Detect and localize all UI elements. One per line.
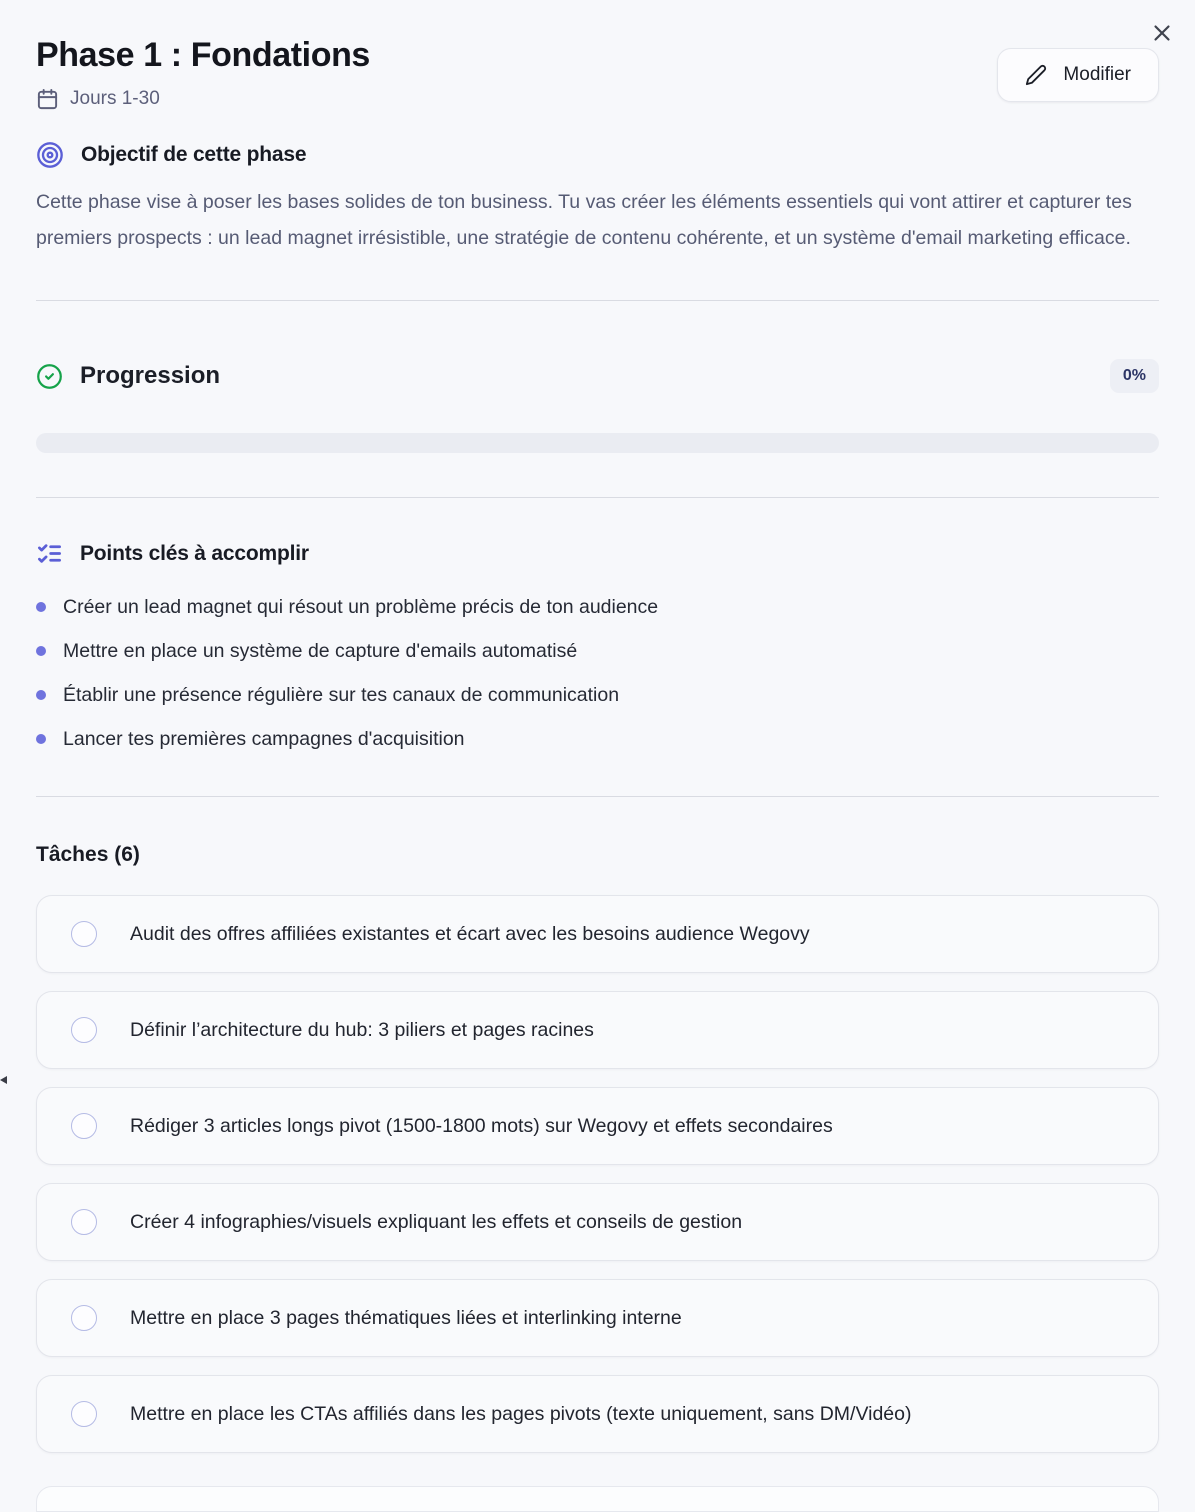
key-points-heading: Points clés à accomplir [80, 541, 309, 565]
divider [36, 796, 1159, 797]
progress-bar [36, 433, 1159, 453]
task-label: Rédiger 3 articles longs pivot (1500-1800 mots) sur Wegovy et effets secondaires [130, 1114, 833, 1137]
key-point-label: Établir une présence régulière sur tes canaux de communication [63, 683, 620, 706]
task-row[interactable] [36, 895, 1159, 973]
bullet-dot-icon [36, 690, 46, 700]
objective-text: Cette phase vise à poser les bases solides de ton business. Tu vas créer les éléments essentiels qui vont attirer et capturer tes premiers prospects : un lead magnet irrésistible, une stratégie de contenu cohérente, et un système d'email marketing efficace. [36, 190, 1132, 249]
edit-button-label: Modifier [1063, 64, 1131, 85]
objective-heading: Objectif de cette phase [81, 142, 307, 166]
next-card-peek [36, 1486, 1159, 1512]
task-checkbox[interactable] [71, 1305, 97, 1331]
edge-artifact [0, 1076, 7, 1084]
progress-percent-badge: 0% [1110, 359, 1159, 393]
task-label: Mettre en place les CTAs affiliés dans les pages pivots (texte uniquement, sans DM/Vidéo) [130, 1402, 912, 1425]
task-checkbox[interactable] [71, 1401, 97, 1427]
date-range-label: Jours 1-30 [70, 88, 160, 109]
key-point-label: Créer un lead magnet qui résout un problème précis de ton audience [63, 595, 659, 618]
task-row[interactable] [36, 991, 1159, 1069]
progression-section [36, 343, 1159, 454]
task-row[interactable] [36, 1375, 1159, 1453]
check-circle-icon [36, 363, 63, 390]
list-item [36, 594, 1159, 620]
bullet-dot-icon [36, 602, 46, 612]
pencil-icon [1025, 64, 1047, 86]
progression-heading: Progression [80, 362, 221, 390]
task-checkbox[interactable] [71, 1113, 97, 1139]
calendar-icon [36, 88, 59, 111]
panel-header [36, 34, 1159, 111]
list-item [36, 726, 1159, 752]
close-icon [1149, 34, 1175, 49]
tasks-section [36, 843, 1159, 1453]
key-point-label: Mettre en place un système de capture d'emails automatisé [63, 639, 578, 662]
bullet-dot-icon [36, 734, 46, 744]
task-label: Créer 4 infographies/visuels expliquant les effets et conseils de gestion [130, 1210, 743, 1233]
task-row[interactable] [36, 1183, 1159, 1261]
key-points-section [36, 540, 1159, 752]
page-title: Phase 1 : Fondations [36, 36, 370, 74]
bullet-dot-icon [36, 646, 46, 656]
key-point-label: Lancer tes premières campagnes d'acquisition [63, 727, 465, 750]
key-points-list [36, 594, 1159, 752]
phase-date-range [36, 88, 370, 111]
task-label: Audit des offres affiliées existantes et écart avec les besoins audience Wegovy [130, 922, 810, 945]
target-icon [36, 141, 64, 169]
tasks-heading: Tâches (6) [36, 843, 140, 867]
task-label: Mettre en place 3 pages thématiques liées et interlinking interne [130, 1306, 682, 1329]
close-button[interactable] [1145, 16, 1179, 50]
edit-button[interactable] [997, 48, 1159, 102]
task-row[interactable] [36, 1087, 1159, 1165]
divider [36, 300, 1159, 301]
objective-section [36, 141, 1159, 256]
divider [36, 497, 1159, 498]
task-checkbox[interactable] [71, 921, 97, 947]
list-item [36, 638, 1159, 664]
task-label: Définir l’architecture du hub: 3 piliers et pages racines [130, 1018, 594, 1041]
task-checkbox[interactable] [71, 1209, 97, 1235]
list-item [36, 682, 1159, 708]
task-row[interactable] [36, 1279, 1159, 1357]
list-checks-icon [36, 540, 63, 567]
task-checkbox[interactable] [71, 1017, 97, 1043]
